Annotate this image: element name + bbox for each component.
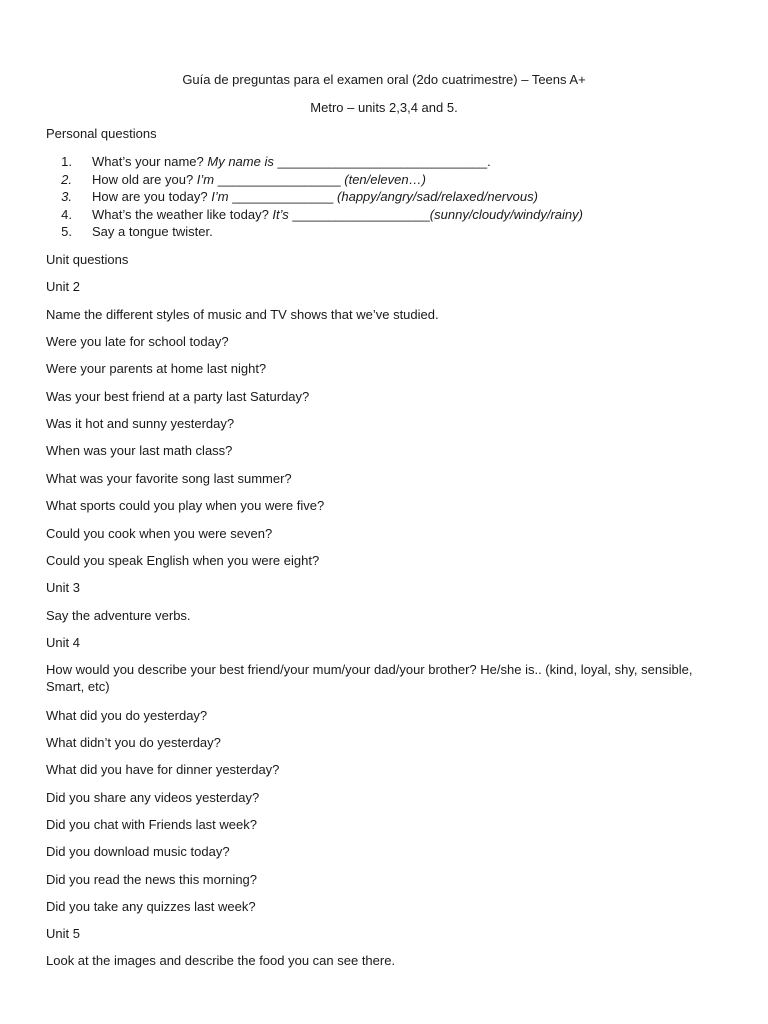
question-line: What sports could you play when you were five? bbox=[46, 498, 325, 513]
answer-blank: ___________________ bbox=[292, 207, 430, 222]
question-text: How old are you? bbox=[92, 172, 197, 187]
answer-hint: (sunny/cloudy/windy/rainy) bbox=[429, 207, 583, 222]
question-text: How are you today? bbox=[92, 189, 212, 204]
question-line: Were you late for school today? bbox=[46, 334, 229, 349]
list-number: 5. bbox=[61, 224, 72, 239]
question-text: Say a tongue twister. bbox=[92, 224, 213, 239]
answer-prompt: My name is bbox=[207, 154, 278, 169]
question-line: Were your parents at home last night? bbox=[46, 361, 267, 376]
question-line: Look at the images and describe the food you can see there. bbox=[46, 953, 396, 968]
answer-hint: (happy/angry/sad/relaxed/nervous) bbox=[337, 189, 538, 204]
page-subtitle: Metro – units 2,3,4 and 5. bbox=[310, 100, 458, 115]
section-heading-personal: Personal questions bbox=[46, 126, 157, 141]
question-line: What did you have for dinner yesterday? bbox=[46, 762, 280, 777]
list-number: 4. bbox=[61, 207, 72, 222]
question-line: Did you share any videos yesterday? bbox=[46, 790, 260, 805]
question-line: What didn’t you do yesterday? bbox=[46, 735, 221, 750]
section-heading-unit-questions: Unit questions bbox=[46, 252, 129, 267]
question-line: Was it hot and sunny yesterday? bbox=[46, 416, 235, 431]
unit-2-heading: Unit 2 bbox=[46, 279, 80, 294]
question-line: Could you cook when you were seven? bbox=[46, 526, 273, 541]
answer-blank: _________________ bbox=[217, 172, 345, 187]
question-line: Did you download music today? bbox=[46, 844, 230, 859]
question-line: What was your favorite song last summer? bbox=[46, 471, 292, 486]
question-line: Did you chat with Friends last week? bbox=[46, 817, 257, 832]
page-title: Guía de preguntas para el examen oral (2do cuatrimestre) – Teens A+ bbox=[182, 72, 586, 87]
list-number: 2. bbox=[61, 172, 72, 187]
list-number: 3. bbox=[61, 189, 72, 204]
question-line: Was your best friend at a party last Saturday? bbox=[46, 389, 310, 404]
question-line: Could you speak English when you were eight? bbox=[46, 553, 320, 568]
question-line: Say the adventure verbs. bbox=[46, 608, 191, 623]
unit-5-heading: Unit 5 bbox=[46, 926, 80, 941]
answer-hint: (ten/eleven…) bbox=[344, 172, 426, 187]
question-line: Did you read the news this morning? bbox=[46, 872, 258, 887]
answer-prompt: I’m bbox=[211, 189, 233, 204]
question-line: Name the different styles of music and TV shows that we’ve studied. bbox=[46, 307, 439, 322]
question-line: Did you take any quizzes last week? bbox=[46, 899, 256, 914]
list-number: 1. bbox=[61, 154, 72, 169]
question-line: What did you do yesterday? bbox=[46, 708, 208, 723]
answer-prompt: It’s bbox=[272, 207, 293, 222]
unit-3-heading: Unit 3 bbox=[46, 580, 80, 595]
question-line: When was your last math class? bbox=[46, 443, 233, 458]
answer-prompt: I’m bbox=[196, 172, 218, 187]
question-text: What’s your name? bbox=[92, 154, 208, 169]
question-line: How would you describe your best friend/your mum/your dad/your brother? He/she is.. (kind, loyal, shy, sensible, Smart, etc) bbox=[46, 662, 693, 694]
answer-blank: _____________________________. bbox=[277, 154, 491, 169]
question-text: What’s the weather like today? bbox=[92, 207, 273, 222]
answer-blank: ______________ bbox=[232, 189, 338, 204]
unit-4-heading: Unit 4 bbox=[46, 635, 80, 650]
